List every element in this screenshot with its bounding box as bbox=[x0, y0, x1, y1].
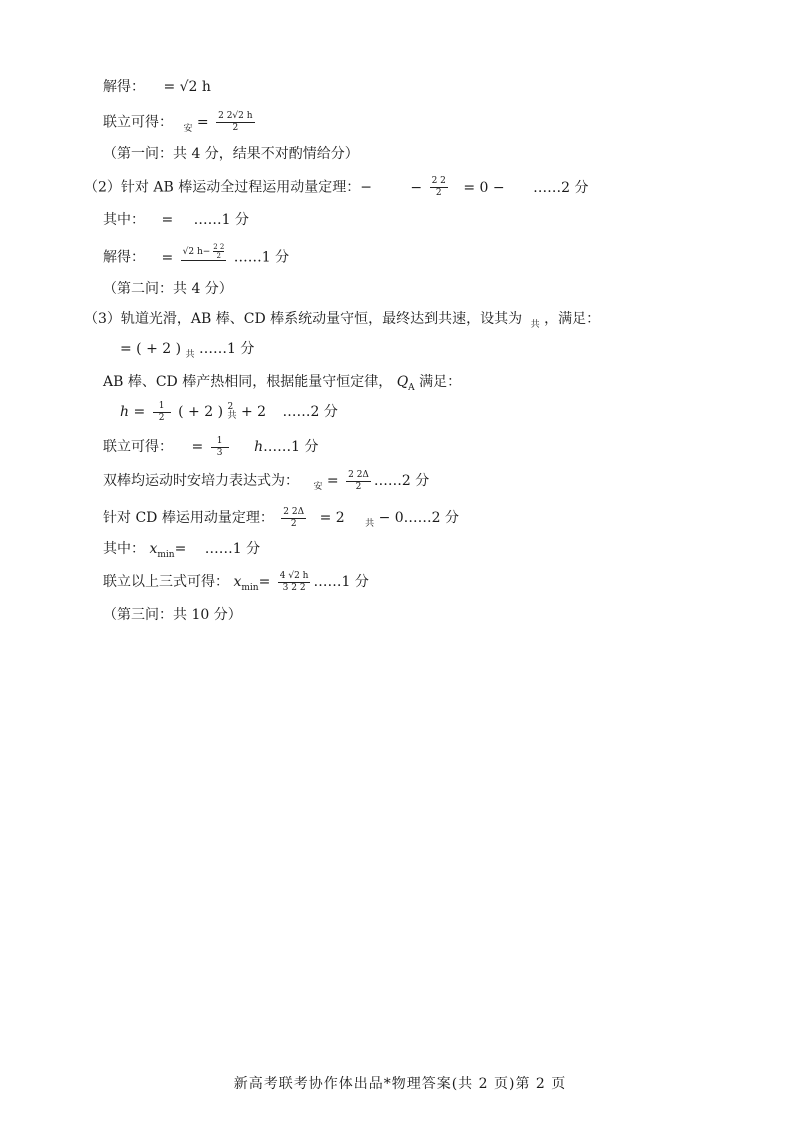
fraction bbox=[181, 243, 227, 272]
subscript: 共 bbox=[185, 350, 195, 360]
fraction bbox=[216, 111, 254, 134]
minus: − bbox=[410, 179, 423, 196]
part3-summary: （第三问：共 10 分） bbox=[103, 607, 242, 623]
numerator: 2 2Δ bbox=[348, 469, 369, 480]
part3-line6 bbox=[103, 469, 429, 499]
numerator: 1 bbox=[153, 401, 171, 413]
part3-line1 bbox=[84, 310, 600, 334]
equals: = bbox=[174, 541, 187, 557]
equation: ( + 2 ) bbox=[178, 404, 224, 420]
score: ……2 分 bbox=[533, 179, 589, 196]
part3-line4 bbox=[120, 400, 338, 424]
equation-tail: + 2 bbox=[240, 404, 267, 420]
score: ……1 分 bbox=[199, 341, 255, 357]
subscript: 共 bbox=[530, 320, 540, 330]
part1-summary: （第一问：共 4 分，结果不对酌情给分） bbox=[103, 146, 359, 162]
denominator: 2 bbox=[290, 518, 297, 529]
fraction bbox=[278, 571, 311, 594]
text-tail: ，满足： bbox=[544, 311, 601, 327]
fraction bbox=[430, 176, 448, 199]
equation-tail: − 0 bbox=[378, 510, 404, 526]
subscript: min bbox=[241, 583, 259, 593]
label: 双棒均运动时安培力表达式为： bbox=[103, 473, 299, 489]
label: （2）针对 AB 棒运动全过程运用动量定理：− bbox=[84, 179, 372, 196]
label: 解得： bbox=[103, 249, 145, 266]
part2-line1 bbox=[84, 176, 588, 199]
symbol-h: h bbox=[254, 439, 264, 455]
part3-line5 bbox=[103, 435, 318, 459]
equals: = bbox=[191, 439, 204, 455]
part3-line9 bbox=[103, 570, 369, 600]
text: （3）轨道光滑，AB 棒、CD 棒系统动量守恒，最终达到共速，设其为 bbox=[84, 311, 523, 327]
equation: = ( + 2 ) bbox=[120, 341, 182, 357]
subscript: 安 bbox=[183, 123, 193, 134]
denominator: 3 bbox=[216, 447, 223, 458]
score: ……2 分 bbox=[403, 510, 460, 526]
part2-line2 bbox=[103, 211, 249, 229]
label: 其中： bbox=[103, 541, 145, 557]
equals: = bbox=[133, 404, 146, 420]
score: ……2 分 bbox=[373, 473, 430, 489]
label: 其中： bbox=[103, 212, 145, 228]
label: 联立以上三式可得： bbox=[103, 574, 229, 590]
numerator-text: √2 h− bbox=[182, 247, 211, 257]
part2-line3 bbox=[103, 243, 289, 272]
label: 解得： bbox=[103, 79, 145, 95]
subscript: 安 bbox=[313, 482, 323, 492]
part3-line7 bbox=[103, 506, 459, 536]
subscript: A bbox=[408, 383, 415, 393]
symbol-x: x bbox=[149, 541, 158, 557]
denominator: 2 bbox=[355, 481, 362, 492]
label: 联立可得： bbox=[103, 114, 173, 131]
score: ……1 分 bbox=[204, 541, 261, 557]
denominator bbox=[181, 261, 227, 272]
score: ……1 分 bbox=[233, 249, 290, 266]
numerator: 2 2Δ bbox=[283, 506, 305, 517]
score: ……2 分 bbox=[282, 404, 338, 420]
equation-tail: = 0 − bbox=[463, 179, 505, 196]
inner-numerator: 2 2 bbox=[213, 243, 225, 251]
symbol-x: x bbox=[233, 574, 242, 590]
part2-summary: （第二问：共 4 分） bbox=[103, 281, 233, 297]
symbol-q: Q bbox=[396, 374, 409, 390]
numerator: 2 2 bbox=[431, 176, 446, 186]
fraction bbox=[346, 470, 371, 493]
denominator: 3 2 2 bbox=[282, 582, 306, 593]
fraction bbox=[153, 401, 171, 424]
text: AB 棒、CD 棒产热相同，根据能量守恒定律， bbox=[103, 374, 393, 390]
part1-line2: 联立可得： $_安$ = $\frac{2 2√2 h}{2}$ bbox=[103, 111, 253, 134]
part3-line8 bbox=[103, 540, 260, 564]
numerator: 4 √2 h bbox=[279, 570, 309, 581]
score: ……1 分 bbox=[313, 574, 369, 590]
label: 针对 CD 棒运用动量定理： bbox=[103, 510, 274, 526]
score: ……1 分 bbox=[263, 439, 319, 455]
score: ……1 分 bbox=[193, 212, 249, 228]
equation: = bbox=[161, 212, 174, 228]
equals: = bbox=[258, 574, 271, 590]
equals: = bbox=[326, 473, 339, 489]
inner-denominator: 2 bbox=[216, 252, 221, 260]
part3-line3 bbox=[103, 373, 461, 397]
subscript: min bbox=[157, 550, 175, 560]
numerator: 1 bbox=[211, 436, 229, 448]
superscript: 2 bbox=[227, 402, 234, 412]
part3-line2 bbox=[120, 340, 254, 364]
denominator: 2 bbox=[158, 412, 165, 423]
page-footer: 新高考联考协作体出品*物理答案(共 2 页)第 2 页 bbox=[233, 1076, 567, 1092]
text-tail: 满足： bbox=[419, 374, 462, 390]
denominator: 2 bbox=[232, 123, 239, 133]
part1-line1 bbox=[103, 78, 211, 96]
label: 联立可得： bbox=[103, 439, 173, 455]
subscript: 共 bbox=[365, 519, 375, 529]
equals: = bbox=[161, 249, 174, 266]
fraction bbox=[211, 436, 229, 459]
subscript: 共 bbox=[227, 411, 237, 421]
numerator: 2 2√2 h bbox=[218, 111, 253, 121]
denominator: 2 bbox=[435, 188, 442, 198]
equation: = √2 h bbox=[163, 79, 211, 95]
numerator bbox=[181, 243, 227, 261]
fraction bbox=[281, 507, 306, 530]
equation: = 2 bbox=[319, 510, 345, 526]
symbol-h: h bbox=[120, 404, 130, 420]
